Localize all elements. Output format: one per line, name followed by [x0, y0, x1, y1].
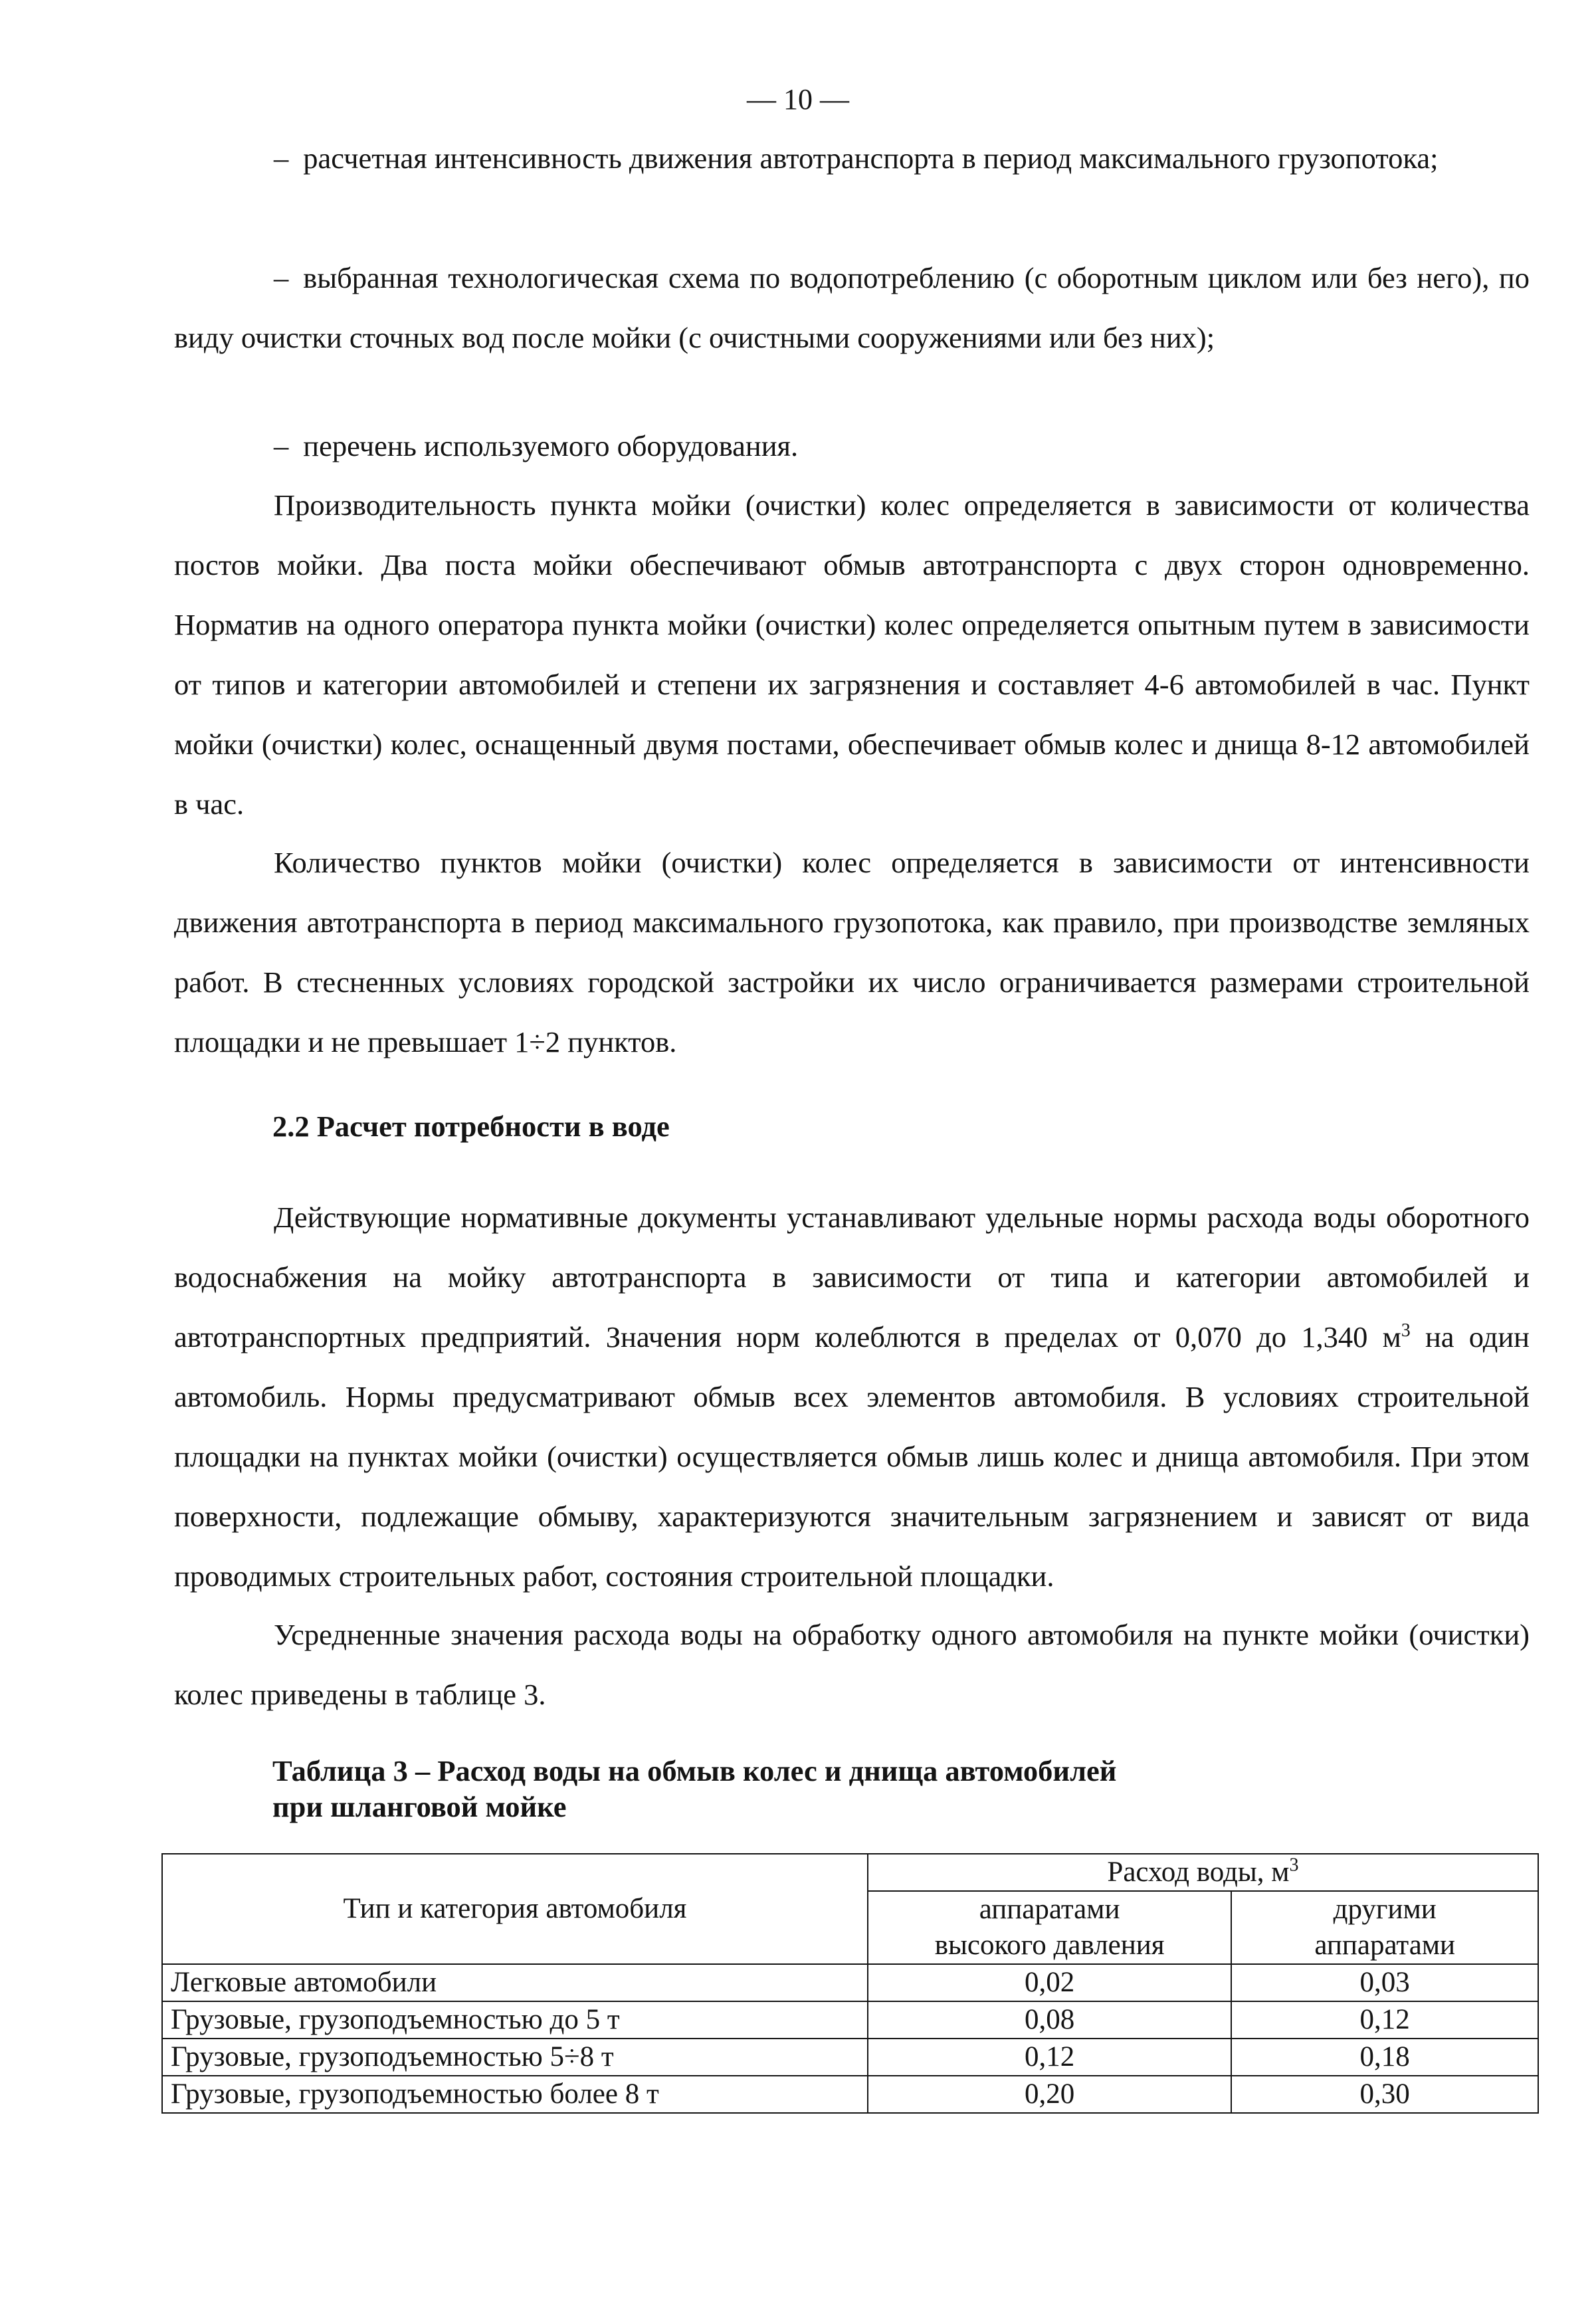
cell-vehicle-type: Легковые автомобили	[162, 1964, 868, 2001]
table-row	[162, 2076, 1538, 2113]
cell-high-pressure: 0,02	[868, 1964, 1231, 2001]
header-vehicle-type: Тип и категория автомобиля	[162, 1854, 868, 1964]
paragraph-text: на один автомобиль. Нормы предусматривают обмыв всех элементов автомобиля. В условиях строительной площадки на пунктах мойки (очистки) осуществляется обмыв лишь колес и днища автомобиля. При этом поверхности, подлежащие обмыву, характеризуются значительным загрязнением и зависят от вида проводимых строительных работ, состояния строительной площадки.	[174, 1320, 1530, 1593]
cell-vehicle-type: Грузовые, грузоподъемностью более 8 т	[162, 2076, 868, 2113]
paragraph: Производительность пункта мойки (очистки) колес определяется в зависимости от количества постов мойки. Два поста мойки обеспечивают обмыв автотранспорта с двух сторон одновременно. Норматив на одного оператора пункта мойки (очистки) колес определяется опытным путем в зависимости от типов и категории автомобилей и степени их загрязнения и составляет 4-6 автомобилей в час. Пункт мойки (очистки) колес, оснащенный двумя постами, обеспечивает обмыв колес и днища 8-12 автомобилей в час.	[174, 488, 1530, 821]
superscript: 3	[1289, 1854, 1299, 1876]
paragraph: Количество пунктов мойки (очистки) колес определяется в зависимости от интенсивности движения автотранспорта в период максимального грузопотока, как правило, при производстве земляных работ. В стесненных условиях городской застройки их число ограничивается размерами строительной площадки и не превышает 1÷2 пунктов.	[174, 846, 1530, 1058]
cell-other: 0,03	[1231, 1964, 1538, 2001]
table-row	[162, 2001, 1538, 2039]
table-caption	[272, 1753, 1402, 1825]
list-item	[174, 416, 1530, 476]
superscript: 3	[1401, 1320, 1411, 1342]
list-dash: –	[274, 429, 289, 462]
cell-vehicle-type: Грузовые, грузоподъемностью до 5 т	[162, 2001, 868, 2039]
list-item-text: расчетная интенсивность движения автотранспорта в период максимального грузопотока;	[303, 142, 1439, 175]
cell-other: 0,18	[1231, 2039, 1538, 2076]
paragraph	[174, 1187, 1530, 1606]
paragraph: Усредненные значения расхода воды на обработку одного автомобиля на пункте мойки (очистки) колес приведены в таблице 3.	[174, 1618, 1530, 1711]
header-water-consumption	[868, 1854, 1538, 1891]
cell-other: 0,12	[1231, 2001, 1538, 2039]
cell-high-pressure: 0,20	[868, 2076, 1231, 2113]
header-high-pressure	[868, 1891, 1231, 1964]
header-text: аппаратами	[979, 1894, 1120, 1925]
paragraph-text: Действующие нормативные документы устанавливают удельные нормы расхода воды оборотного водоснабжения на мойку автотранспорта в зависимости от типа и категории автомобилей и автотранспортных предприятий. Значения норм колеблются в пределах от 0,070 до 1,340 м	[174, 1201, 1530, 1353]
table-caption-line: Таблица 3 – Расход воды на обмыв колес и днища автомобилей	[272, 1754, 1117, 1787]
header-text: другими	[1333, 1894, 1437, 1925]
header-text: высокого давления	[934, 1930, 1165, 1961]
header-text: Расход воды, м	[1107, 1856, 1290, 1888]
table-row	[162, 1964, 1538, 2001]
list-item	[174, 248, 1530, 367]
cell-other: 0,30	[1231, 2076, 1538, 2113]
list-item	[174, 128, 1530, 188]
header-text: аппаратами	[1314, 1930, 1456, 1961]
page-number: — 10 —	[747, 83, 849, 116]
list-item-text: перечень используемого оборудования.	[303, 429, 799, 462]
list-dash: –	[274, 261, 289, 294]
water-consumption-table	[161, 1853, 1539, 2114]
cell-vehicle-type: Грузовые, грузоподъемностью 5÷8 т	[162, 2039, 868, 2076]
list-item-text: выбранная технологическая схема по водопотреблению (с оборотным циклом или без него), по виду очистки сточных вод после мойки (с очистными сооружениями или без них);	[174, 261, 1530, 354]
table-row	[162, 2039, 1538, 2076]
table-caption-line: при шланговой мойке	[272, 1790, 567, 1823]
list-dash: –	[274, 142, 289, 175]
header-other-devices	[1231, 1891, 1538, 1964]
cell-high-pressure: 0,08	[868, 2001, 1231, 2039]
section-heading: 2.2 Расчет потребности в воде	[272, 1110, 670, 1143]
table-header-row	[162, 1854, 1538, 1891]
cell-high-pressure: 0,12	[868, 2039, 1231, 2076]
